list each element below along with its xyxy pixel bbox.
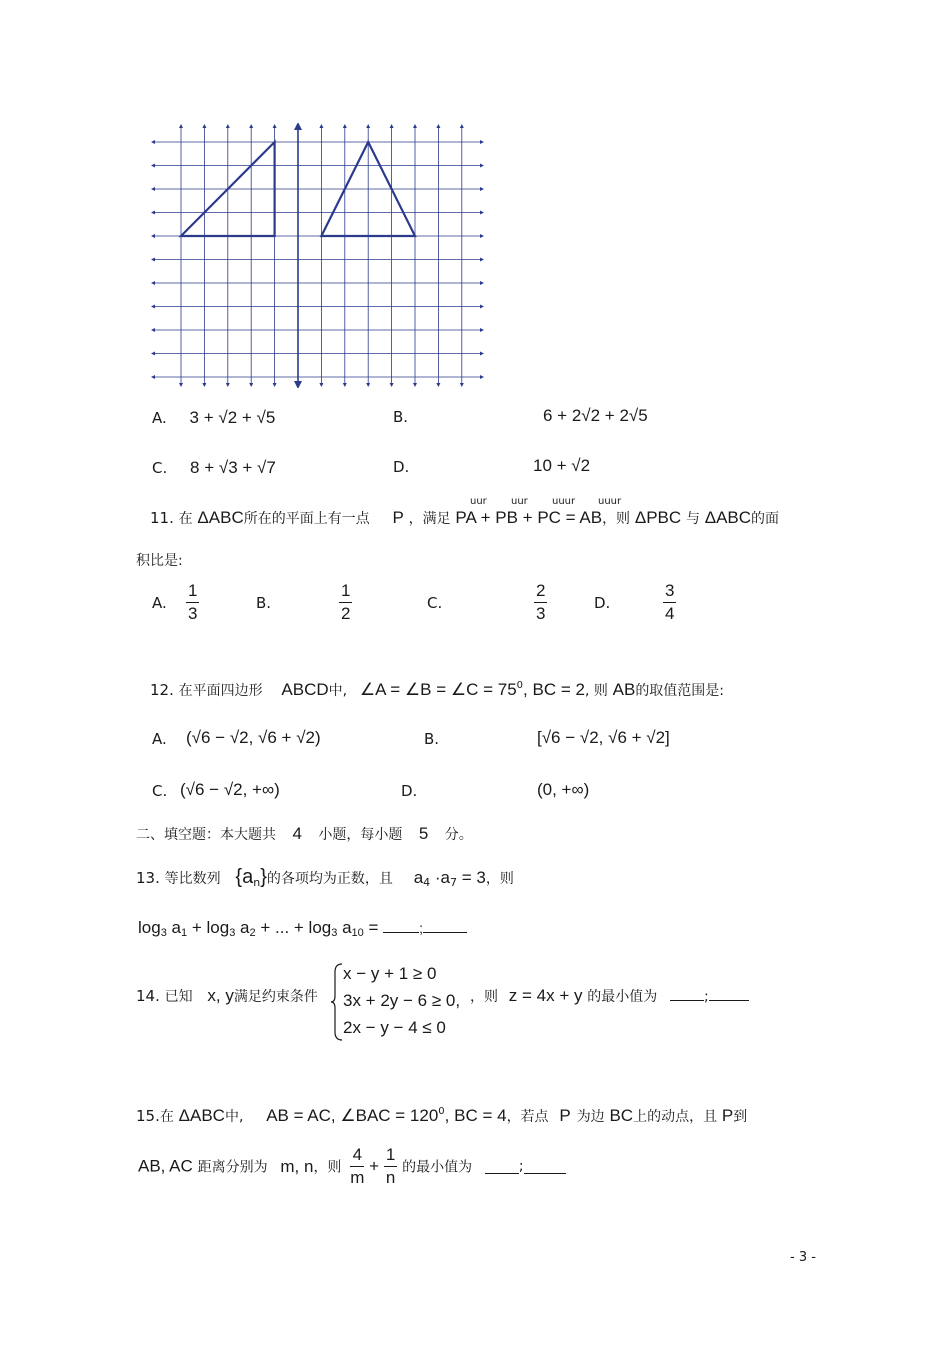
- q14-stem-left: 14. 已知 x, y满足约束条件: [136, 986, 318, 1005]
- q12-option-c-expr: (√6 − √2, +∞): [180, 780, 280, 799]
- q14-answer-blank-tail: [709, 986, 749, 1001]
- q12-stem: 12. 在平面四边形 ABCD中, ∠A = ∠B = ∠C = $75^0$, BC = 2, 则 AB的取值范围是:: [150, 680, 725, 699]
- q11-stem: 11. 在 ΔABC所在的平面上有一点 P ，满足 PA + PB + PC = AB，则 ΔPBC 与 ΔABC的面: [150, 508, 780, 527]
- q15-answer-blank-tail: [524, 1159, 566, 1174]
- q11-vector-mark: uuur: [552, 496, 576, 507]
- q11-vector-mark: uuur: [598, 496, 622, 507]
- q10-option-b-letter: B.: [393, 408, 409, 426]
- q13-expression: $\log_3 a_1 + \log_3 a_2$ + ... + $\log_3 a_{10}$ = ;: [138, 918, 467, 939]
- q15-frac-2: $\frac{1}{n}$: [385, 1145, 396, 1187]
- q10-option-b-expr: 6 + 2√2 + 2√5: [543, 406, 648, 425]
- q11-option-a-letter: A.: [152, 594, 167, 612]
- q12-option-b-letter: B.: [424, 730, 440, 748]
- q14-constraint-2: 3x + 2y − 6 ≥ 0,: [343, 991, 461, 1010]
- q15-stem: 15.在 ΔABC中, AB = AC, ∠BAC = $120^0$, BC = 4，若点 P 为边 BC上的动点，且 P到: [136, 1106, 748, 1125]
- q11-vector-mark: uur: [511, 496, 528, 507]
- q14-constraint-3: 2x − y − 4 ≤ 0: [343, 1018, 446, 1037]
- q15-frac-1: $\frac{4}{m}$: [350, 1145, 365, 1187]
- q11-option-d-frac: $\frac{3}{4}$: [665, 581, 675, 623]
- section-2-heading: 二、填空题：本大题共 4 小题，每小题 5 分。: [136, 824, 473, 843]
- q10-option-a: A. 3 + √2 + √5: [152, 408, 276, 427]
- q11-vector-mark: uur: [470, 496, 487, 507]
- q13-stem: 13. 等比数列 $\{a_n\}$的各项均为正数，且 $a_4 \cdot a_7 = 3$，则: [136, 866, 514, 889]
- q14-brace: [330, 962, 344, 1042]
- q11-option-b-frac: $\frac{1}{2}$: [341, 581, 351, 623]
- q13-answer-blank[interactable]: [383, 918, 419, 933]
- page-number: - 3 -: [790, 1250, 816, 1265]
- q12-option-b-expr: [√6 − √2, √6 + √2]: [537, 728, 670, 747]
- q10-option-c: C. 8 + √3 + √7: [152, 458, 276, 477]
- q12-option-d-letter: D.: [401, 782, 418, 800]
- q11-option-c-frac: $\frac{2}{3}$: [536, 581, 546, 623]
- q11-stem-cont: 积比是:: [136, 553, 183, 569]
- q12-option-a-letter: A.: [152, 730, 167, 748]
- q12-option-a-expr: (√6 − √2, √6 + √2): [186, 728, 321, 747]
- q10-option-d-expr: 10 + √2: [533, 456, 591, 475]
- q15-answer-blank[interactable]: [485, 1159, 519, 1174]
- q11-option-b-letter: B.: [256, 594, 272, 612]
- q12-option-c-letter: C.: [152, 782, 168, 800]
- q10-option-d-letter: D.: [393, 458, 410, 476]
- q11-option-d-letter: D.: [594, 594, 611, 612]
- q14-constraint-1: x − y + 1 ≥ 0: [343, 964, 437, 983]
- grid-figure: [150, 123, 490, 388]
- q11-option-c-letter: C.: [427, 594, 443, 612]
- q14-answer-blank[interactable]: [670, 986, 704, 1001]
- q15-stem-cont: AB, AC 距离分别为 m, n，则 $\frac{4}{m}$ + $\frac{1}{n}$ 的最小值为 ;: [138, 1144, 566, 1189]
- q13-answer-blank-tail: [423, 918, 467, 933]
- q12-option-d-expr: (0, +∞): [537, 780, 590, 799]
- q11-option-a-frac: $\frac{1}{3}$: [188, 581, 198, 623]
- q14-stem-right: ，则 z = 4x + y 的最小值为 ;: [470, 986, 749, 1006]
